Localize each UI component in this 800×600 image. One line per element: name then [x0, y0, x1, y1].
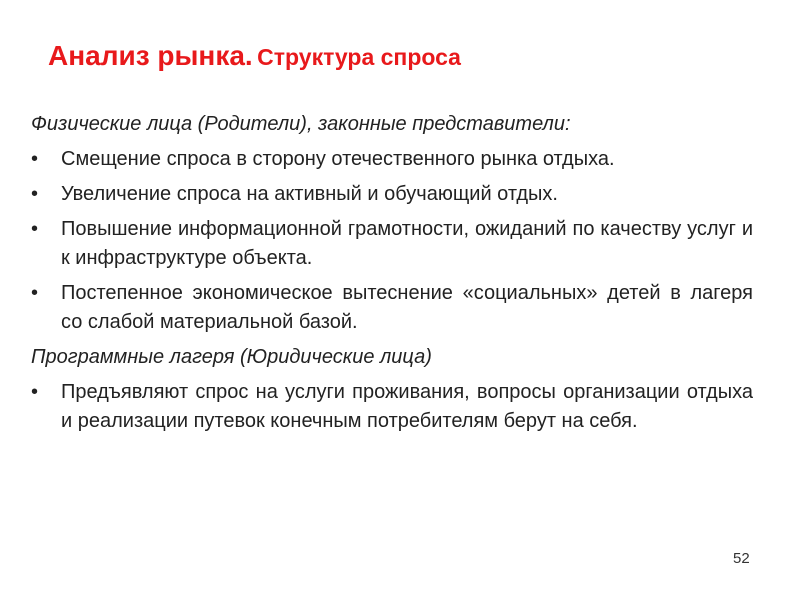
- slide-content: [31, 110, 753, 442]
- list-item: [31, 145, 753, 174]
- list-item: [31, 378, 753, 436]
- section-heading-camps: Программные лагеря (Юридические лица): [31, 346, 432, 368]
- bullet-icon: •: [31, 183, 39, 205]
- list-item-text: Предъявляют спрос на услуги проживания, вопросы организации отдыха и реализации путевок конечным потребителям берут на себя.: [61, 381, 753, 432]
- bullet-icon: •: [31, 282, 39, 304]
- list-item-text: Постепенное экономическое вытеснение «социальных» детей в лагеря со слабой материальной базой.: [61, 282, 753, 333]
- slide-title: [48, 40, 461, 72]
- slide-title-sub: Структура спроса: [257, 44, 461, 70]
- bullet-icon: •: [31, 148, 39, 170]
- bullet-icon: •: [31, 218, 39, 240]
- list-item-text: Повышение информационной грамотности, ожиданий по качеству услуг и к инфраструктуре объекта.: [61, 218, 753, 269]
- list-item: [31, 180, 753, 209]
- section-heading-individuals: Физические лица (Родители), законные представители:: [31, 113, 571, 135]
- list-item: [31, 279, 753, 337]
- page-number: 52: [733, 550, 750, 567]
- list-item-text: Увеличение спроса на активный и обучающий отдых.: [61, 183, 558, 205]
- slide-title-main: Анализ рынка.: [48, 40, 253, 71]
- bullet-icon: •: [31, 381, 39, 403]
- list-item-text: Смещение спроса в сторону отечественного рынка отдыха.: [61, 148, 615, 170]
- list-item: [31, 215, 753, 273]
